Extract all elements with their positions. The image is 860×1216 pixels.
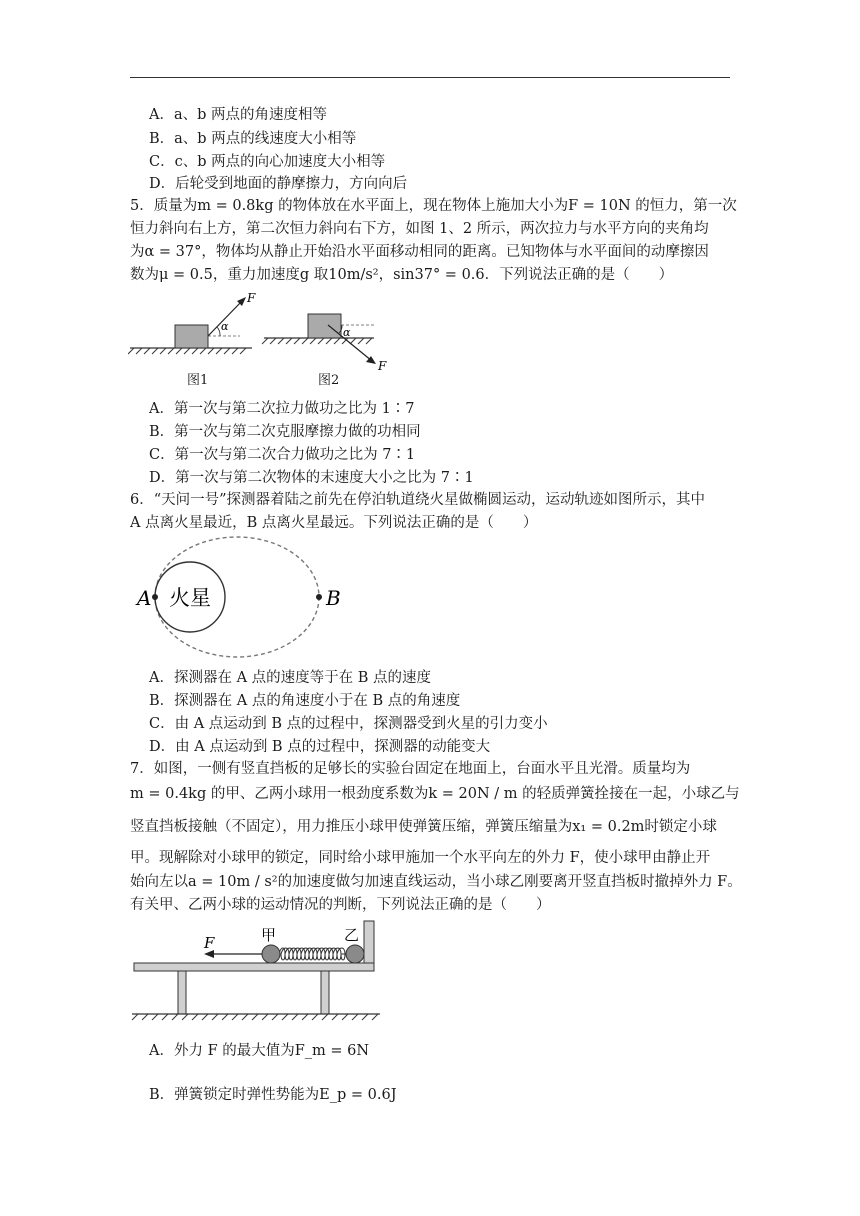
- ball-jia: [262, 945, 280, 963]
- q5-stem-line1: 5．质量为m = 0.8kg 的物体放在水平面上，现在物体上施加大小为F = 10N 的恒力，第一次: [130, 198, 737, 214]
- q6-option-b: B．探测器在 A 点的角速度小于在 B 点的角速度: [149, 693, 461, 709]
- point-a-dot: [152, 594, 158, 600]
- q4-option-c: C．c、b 两点的向心加速度大小相等: [149, 154, 386, 170]
- q4-option-d: D．后轮受到地面的静摩擦力，方向向后: [149, 176, 408, 192]
- q5-option-d: D．第一次与第二次物体的末速度大小之比为 7∶1: [149, 470, 474, 486]
- q5-figure1: [128, 291, 256, 354]
- q7-stem-line5: 始向左以a = 10m / s²的加速度做匀加速直线运动，当小球乙刚要离开竖直挡板时撤掉外力 F。: [130, 874, 742, 890]
- q6-stem-line1: 6．“天问一号”探测器着陆之前先在停泊轨道绕火星做椭圆运动，运动轨迹如图所示，其中: [130, 492, 706, 508]
- q5-stem-line2: 恒力斜向右上方，第二次恒力斜向右下方，如图 1、2 所示，两次拉力与水平方向的夹角均: [130, 221, 709, 237]
- q5-figures: [128, 290, 408, 390]
- q5-option-c: C．第一次与第二次合力做功之比为 7∶1: [149, 447, 416, 463]
- q6-stem-line2: A 点离火星最近，B 点离火星最远。下列说法正确的是（ ）: [130, 515, 538, 531]
- q5-stem-line4: 数为μ = 0.5，重力加速度g 取10m/s²，sin37° = 0.6．下列说法正确的是（ ）: [130, 267, 674, 283]
- q7-table-figure: [130, 918, 390, 1026]
- ball-yi-label: 乙: [344, 926, 360, 944]
- q5-option-b: B．第一次与第二次克服摩擦力做的功相同: [149, 424, 421, 440]
- vertical-baffle: [364, 921, 374, 963]
- q7-force-label: F: [204, 934, 215, 952]
- spring: [279, 948, 346, 960]
- fig1-caption: 图1: [187, 373, 209, 388]
- point-b-dot: [316, 594, 322, 600]
- q7-stem-line1: 7．如图，一侧有竖直挡板的足够长的实验台固定在地面上，台面水平且光滑。质量均为: [130, 761, 691, 777]
- q4-option-b: B．a、b 两点的线速度大小相等: [149, 131, 357, 147]
- block-1: [175, 325, 208, 348]
- mars-label: 火星: [169, 586, 211, 610]
- q5-option-a: A．第一次与第二次拉力做功之比为 1∶7: [149, 401, 415, 417]
- q6-option-c: C．由 A 点运动到 B 点的过程中，探测器受到火星的引力变小: [149, 716, 548, 732]
- table-leg-right: [321, 971, 329, 1014]
- fig1-force-label: F: [247, 291, 256, 305]
- q7-stem-line4: 甲。现解除对小球甲的锁定，同时给小球甲施加一个水平向左的外力 F，使小球甲由静止开: [130, 850, 711, 866]
- q7-stem-line3: 竖直挡板接触（不固定），用力推压小球甲使弹簧压缩，弹簧压缩量为x₁ = 0.2m时锁定小球: [130, 819, 717, 835]
- q6-option-d: D．由 A 点运动到 B 点的过程中，探测器的动能变大: [149, 739, 491, 755]
- header-rule: [130, 77, 730, 78]
- fig1-angle-label: α: [221, 320, 229, 333]
- point-b-label: B: [326, 586, 341, 610]
- fig2-angle-label: α: [343, 326, 351, 339]
- table-leg-left: [178, 971, 186, 1014]
- q5-stem-line3: 为α = 37°，物体均从静止开始沿水平面移动相同的距离。已知物体与水平面间的动摩擦因: [130, 244, 709, 260]
- q7-stem-line6: 有关甲、乙两小球的运动情况的判断，下列说法正确的是（ ）: [130, 897, 551, 913]
- ball-yi: [346, 945, 364, 963]
- ball-jia-label: 甲: [261, 926, 277, 944]
- block-2: [308, 314, 341, 338]
- fig2-force-label: F: [378, 359, 387, 373]
- point-a-label: A: [137, 586, 152, 610]
- q4-option-a: A．a、b 两点的角速度相等: [149, 107, 328, 123]
- q6-option-a: A．探测器在 A 点的速度等于在 B 点的速度: [149, 670, 432, 686]
- q5-figure2: [262, 314, 387, 373]
- q7-option-a: A．外力 F 的最大值为F_m = 6N: [149, 1043, 370, 1059]
- q7-option-b: B．弹簧锁定时弹性势能为E_p = 0.6J: [149, 1087, 397, 1103]
- table-top: [134, 963, 374, 971]
- q6-orbit-figure: [130, 534, 360, 664]
- fig2-caption: 图2: [318, 373, 340, 388]
- q7-stem-line2: m = 0.4kg 的甲、乙两小球用一根劲度系数为k = 20N / m 的轻质弹簧拴接在一起，小球乙与: [130, 786, 740, 802]
